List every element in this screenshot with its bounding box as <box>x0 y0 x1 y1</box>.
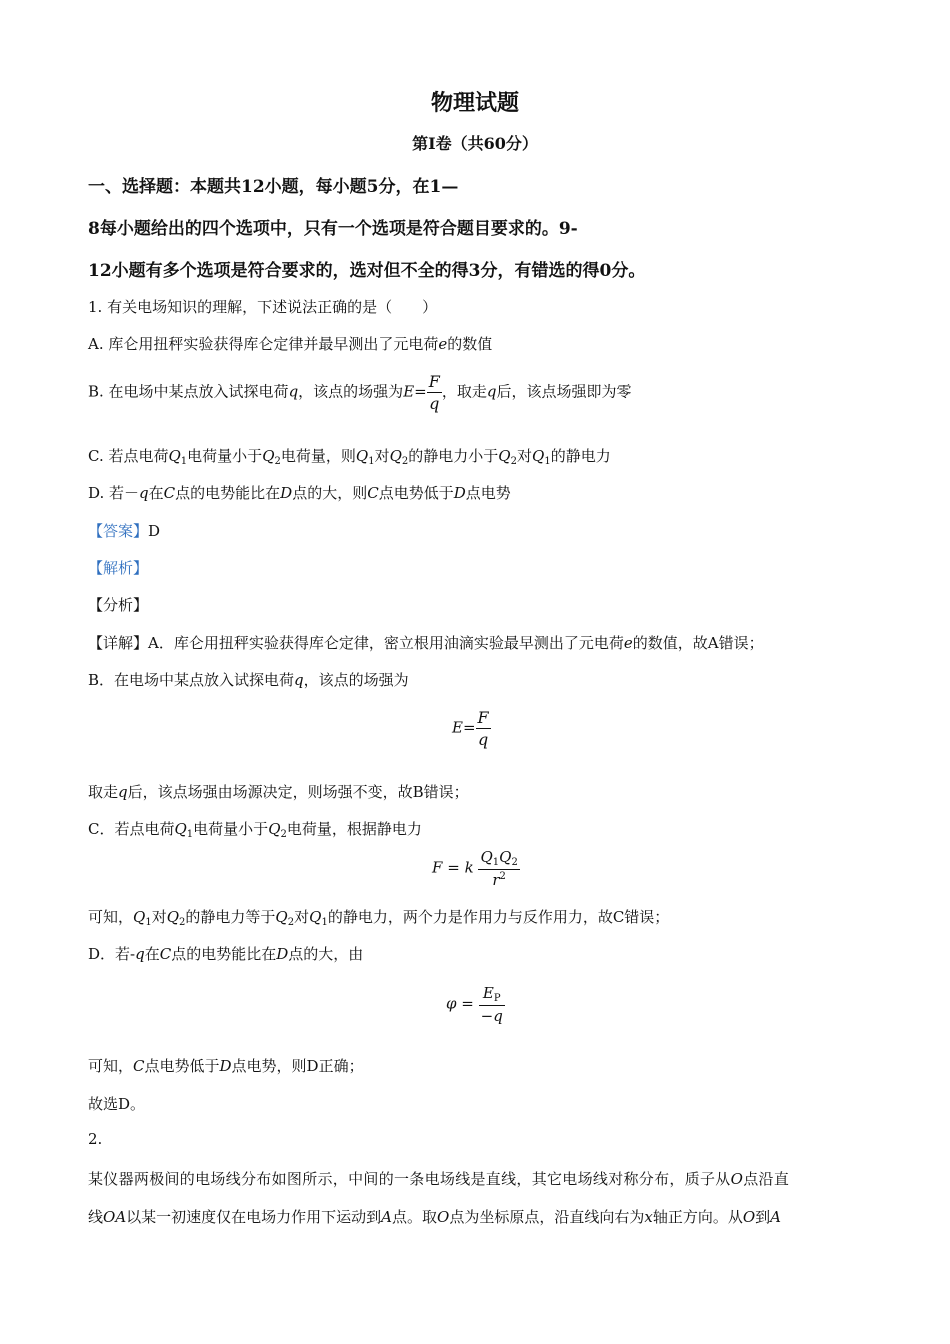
q2-line2-o: O <box>437 1208 450 1226</box>
formula-f-q1-sub: 1 <box>492 857 500 868</box>
q2-line2-text-1: 线 <box>88 1208 104 1226</box>
answer-line <box>88 520 160 541</box>
detail-d2-c: C <box>133 1057 145 1075</box>
option-a-var: e <box>438 335 448 353</box>
formula-phi-fraction <box>479 984 505 1025</box>
detail-d-q: q <box>135 945 145 963</box>
q2-line1-text-2: 点沿直 <box>743 1170 790 1188</box>
option-b-tail: 后，该点场强即为零 <box>496 382 632 401</box>
detail-b-text: B．在电场中某点放入试探电荷 <box>88 671 295 689</box>
formula-phi-eq: = <box>461 994 474 1013</box>
detail-b-var: q <box>294 671 304 689</box>
detail-b2-var: q <box>118 783 128 801</box>
detail-b <box>88 669 409 690</box>
detail-c2-text-5: 的静电力，两个力是作用力与反作用力，故C错误； <box>327 908 670 926</box>
detail-d2 <box>88 1055 364 1076</box>
option-b-var-e: E <box>403 382 415 401</box>
option-c-q1b-sub: 1 <box>368 456 375 467</box>
option-d <box>88 482 511 503</box>
detail-c2 <box>88 906 669 928</box>
option-d-c: C <box>163 484 176 502</box>
fenxi-tag: 【分析】 <box>88 596 149 614</box>
conclusion: 故选D。 <box>88 1095 146 1113</box>
formula-f-den <box>478 870 519 889</box>
detail-b-tail: ，该点的场强为 <box>303 671 409 689</box>
formula-phi-e: E <box>482 984 494 1002</box>
formula-phi-den: −q <box>480 1007 503 1025</box>
q2-line2-o2: O <box>742 1208 756 1226</box>
option-d-text-3: 点的电势能比在 <box>175 484 281 502</box>
option-c-q2b-sub: 2 <box>401 456 409 467</box>
detail-c2-text-2: 对 <box>151 908 167 926</box>
option-d-text-1: D. 若－ <box>88 484 140 502</box>
formula-f-k: k <box>464 858 474 877</box>
formula-e-num: F <box>477 708 489 727</box>
detail-d-text-2: 在 <box>144 945 160 963</box>
detail-c-q1-sub: 1 <box>186 829 194 840</box>
option-c-q1-sub: 1 <box>180 456 188 467</box>
formula-f-lhs: F <box>432 858 443 877</box>
analysis-tag: 【解析】 <box>88 559 149 577</box>
q2-line1-o: O <box>730 1170 744 1188</box>
option-b-var-q: q <box>288 382 299 401</box>
question-2-number: 2. <box>88 1130 103 1148</box>
q2-line2-x: x <box>644 1208 653 1226</box>
option-a-tail: 的数值 <box>447 335 493 353</box>
detail-c2-text-1: 可知， <box>88 908 134 926</box>
answer-value: D <box>148 522 161 540</box>
detail-d2-text-2: 点电势低于 <box>144 1057 220 1075</box>
detail-b2-text: 取走 <box>88 783 119 801</box>
formula-f-q1: Q <box>480 848 493 866</box>
section-heading-line-1: 一、选择题：本题共12小题，每小题5分，在1— <box>88 177 459 197</box>
formula-f-exp: 2 <box>499 871 506 882</box>
detail-c2-q1b-sub: 1 <box>321 917 328 928</box>
fraction-numerator: F <box>428 372 440 391</box>
answer-tag: 【答案】 <box>88 522 149 540</box>
detail-a-tail: 的数值，故A错误； <box>632 634 764 652</box>
option-c-text-3: 电荷量，则 <box>280 447 356 465</box>
detail-a-var: e <box>623 634 633 652</box>
option-d-d: D <box>280 484 293 502</box>
detail-d-c: C <box>159 945 172 963</box>
formula-phi-num <box>479 984 505 1006</box>
detail-c2-q2: Q <box>166 908 180 926</box>
option-c-q1c-sub: 1 <box>544 456 551 467</box>
option-d-text-4: 点的大，则 <box>292 484 368 502</box>
detail-a-text: A．库仑用扭秤实验获得库仑定律，密立根用油滴实验最早测出了元电荷 <box>148 634 624 652</box>
detail-c-text-1: C．若点电荷 <box>88 820 175 838</box>
detail-c2-q1: Q <box>133 908 146 926</box>
formula-f-r: r <box>492 871 500 889</box>
option-b <box>88 372 631 413</box>
option-c-q2: Q <box>262 447 275 465</box>
option-b-mid: ，该点的场强为 <box>298 382 404 401</box>
option-c-text-2: 电荷量小于 <box>187 447 263 465</box>
q2-line2-text-2: 以某一初速度仅在电场力作用下运动到 <box>126 1208 382 1226</box>
detail-b2 <box>88 781 469 802</box>
q2-line2-oa: OA <box>103 1208 127 1226</box>
option-c-q2c: Q <box>498 447 511 465</box>
option-c <box>88 445 611 467</box>
question-2-line-1 <box>88 1168 789 1189</box>
detail-c2-q1b: Q <box>309 908 322 926</box>
formula-e-lhs: E <box>452 718 463 737</box>
fraction-denominator: q <box>429 394 440 413</box>
option-d-text-5: 点电势低于 <box>378 484 454 502</box>
detail-b2-tail: 后，该点场强由场源决定，则场强不变，故B错误； <box>127 783 469 801</box>
detail-d <box>88 943 363 964</box>
option-c-text-4: 对 <box>374 447 390 465</box>
detail-d-d: D <box>276 945 289 963</box>
option-c-q2-sub: 2 <box>274 456 281 467</box>
formula-f-q2: Q <box>499 848 512 866</box>
detail-d-text-3: 点的电势能比在 <box>171 945 277 963</box>
detail-tag: 【详解】 <box>88 634 149 652</box>
formula-e-den: q <box>477 730 489 749</box>
q2-line2-a: A <box>381 1208 393 1226</box>
option-c-q1: Q <box>168 447 181 465</box>
formula-e-fraction <box>476 708 491 749</box>
option-d-q: q <box>139 484 149 502</box>
q2-line2-text-4: 点为坐标原点，沿直线向右为 <box>449 1208 645 1226</box>
option-b-mid2: ，取走 <box>441 382 487 401</box>
detail-c-q2-sub: 2 <box>280 829 287 840</box>
detail-d-text-4: 点的大，由 <box>288 945 364 963</box>
section-heading-line-2: 8每小题给出的四个选项中，只有一个选项是符合题目要求的。9- <box>88 219 578 239</box>
formula-coulomb <box>432 848 520 889</box>
question-1-stem: 1. 有关电场知识的理解，下述说法正确的是（ ） <box>88 298 438 316</box>
option-b-text: B. 在电场中某点放入试探电荷 <box>88 382 289 401</box>
option-c-text-1: C. 若点电荷 <box>88 447 169 465</box>
detail-a <box>88 632 764 653</box>
option-c-q2b: Q <box>389 447 402 465</box>
q2-line2-text-5: 轴正方向。从 <box>652 1208 743 1226</box>
q2-line2-text-6: 到 <box>755 1208 771 1226</box>
option-a-text: A. 库仑用扭秤实验获得库仑定律并最早测出了元电荷 <box>88 335 439 353</box>
detail-c2-q2b-sub: 2 <box>287 917 295 928</box>
detail-d2-d: D <box>219 1057 232 1075</box>
section-heading-line-3: 12小题有多个选项是符合要求的，选对但不全的得3分，有错选的得0分。 <box>88 261 646 281</box>
q2-line1-text-1: 某仪器两极间的电场线分布如图所示，中间的一条电场线是直线，其它电场线对称分布，质子从 <box>88 1170 731 1188</box>
detail-c2-q1-sub: 1 <box>145 917 152 928</box>
section-subtitle: 第Ⅰ卷（共60分） <box>412 134 538 153</box>
formula-potential <box>446 984 505 1025</box>
formula-e-equals-f-over-q <box>452 708 491 749</box>
formula-f-num <box>478 848 519 870</box>
detail-c2-q2-sub: 2 <box>179 917 186 928</box>
q2-line2-a2: A <box>770 1208 782 1226</box>
detail-c <box>88 818 422 840</box>
detail-d2-text-3: 点电势，则D正确； <box>231 1057 364 1075</box>
option-d-text-6: 点电势 <box>465 484 511 502</box>
detail-c-text-2: 电荷量小于 <box>193 820 269 838</box>
detail-c2-text-3: 的静电力等于 <box>185 908 276 926</box>
formula-phi-lhs: φ <box>446 994 457 1013</box>
option-a <box>88 333 492 354</box>
option-b-var-q2: q <box>486 382 497 401</box>
formula-f-q2-sub: 2 <box>511 857 518 868</box>
option-b-fraction <box>427 372 442 413</box>
detail-c-q1: Q <box>174 820 187 838</box>
detail-c2-q2b: Q <box>275 908 288 926</box>
detail-d2-text-1: 可知， <box>88 1057 134 1075</box>
option-d-d2: D <box>453 484 466 502</box>
detail-c2-text-4: 对 <box>294 908 310 926</box>
question-2-line-2 <box>88 1206 781 1227</box>
formula-phi-e-sub: P <box>493 993 501 1004</box>
formula-f-eq: = <box>447 858 460 877</box>
formula-e-eq: = <box>462 718 476 737</box>
page-title: 物理试题 <box>430 90 519 116</box>
option-c-text-5: 的静电力小于 <box>408 447 499 465</box>
option-c-q2c-sub: 2 <box>510 456 517 467</box>
detail-c-q2: Q <box>268 820 281 838</box>
option-c-q1c: Q <box>532 447 545 465</box>
option-c-text-6: 对 <box>516 447 532 465</box>
detail-c-text-3: 电荷量，根据静电力 <box>286 820 422 838</box>
option-c-q1b: Q <box>355 447 369 465</box>
option-d-text-2: 在 <box>148 484 164 502</box>
q2-line2-text-3: 点。取 <box>392 1208 438 1226</box>
formula-f-fraction <box>478 848 519 889</box>
option-c-text-7: 的静电力 <box>550 447 611 465</box>
detail-d-text-1: D．若- <box>88 945 136 963</box>
option-d-c2: C <box>367 484 379 502</box>
option-b-equals: = <box>414 382 427 401</box>
